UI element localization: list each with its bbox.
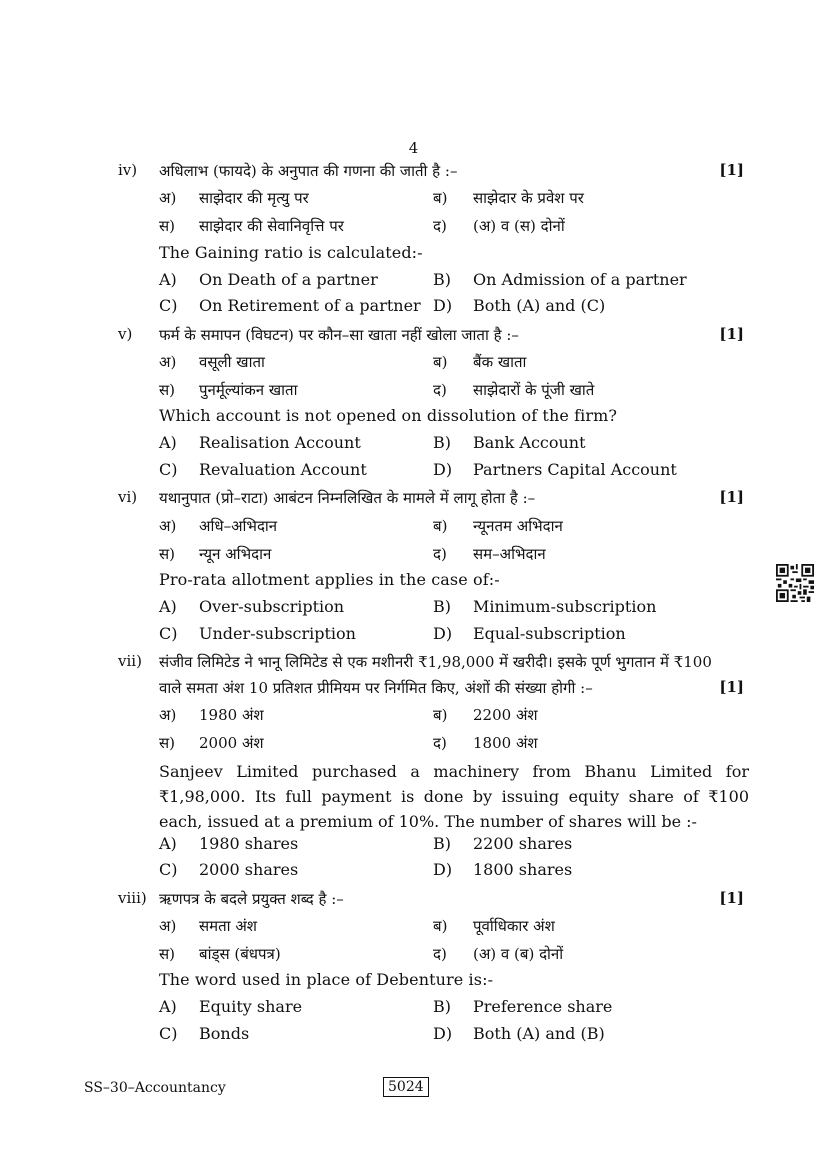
option-label: द) <box>433 734 447 752</box>
option-row <box>0 296 827 320</box>
option-label: A) <box>159 834 177 853</box>
option-text: 1800 अंश <box>473 734 538 752</box>
option-label: D) <box>433 624 453 643</box>
option-text: समता अंश <box>199 917 257 935</box>
option-text: बांड्स (बंधपत्र) <box>199 945 281 963</box>
option-label: D) <box>433 460 453 479</box>
option-text: 2000 अंश <box>199 734 264 752</box>
option-row <box>0 733 827 757</box>
option-text: Both (A) and (C) <box>473 296 606 315</box>
option-text: साझेदार की मृत्यु पर <box>199 189 309 207</box>
option-label: ब) <box>433 917 448 935</box>
option-label: A) <box>159 597 177 616</box>
option-row <box>0 705 827 729</box>
option-text: Over-subscription <box>199 597 345 616</box>
option-text: 1980 shares <box>199 834 299 853</box>
option-text: On Retirement of a partner <box>199 296 421 315</box>
option-row <box>0 1024 827 1048</box>
option-text: साझेदारों के पूंजी खाते <box>473 381 595 399</box>
option-text: Both (A) and (B) <box>473 1024 605 1043</box>
option-row <box>0 270 827 294</box>
option-label: A) <box>159 997 177 1016</box>
option-label: B) <box>433 433 451 452</box>
option-label: D) <box>433 1024 453 1043</box>
option-label: द) <box>433 381 447 399</box>
option-label: A) <box>159 270 177 289</box>
option-row <box>0 188 827 212</box>
option-label: द) <box>433 545 447 563</box>
option-text: न्यून अभिदान <box>199 545 272 563</box>
option-text: Revaluation Account <box>199 460 367 479</box>
option-label: B) <box>433 597 451 616</box>
option-text: Bank Account <box>473 433 586 452</box>
option-text: Realisation Account <box>199 433 361 452</box>
page-number: 4 <box>408 139 419 157</box>
option-label: अ) <box>159 517 177 535</box>
question-text-hindi: फर्म के समापन (विघटन) पर कौन–सा खाता नहीं खोला जाता है :– <box>159 326 519 344</box>
option-label: द) <box>433 217 447 235</box>
option-label: स) <box>159 945 175 963</box>
option-row <box>0 860 827 884</box>
question-text-english: Which account is not opened on dissolution of the firm? <box>159 406 618 425</box>
option-label: ब) <box>433 706 448 724</box>
qr-code-icon <box>776 564 814 602</box>
option-row <box>0 516 827 540</box>
question-number: vii) <box>118 652 142 670</box>
question-number: viii) <box>118 889 147 907</box>
option-text: वसूली खाता <box>199 353 265 371</box>
question-text-hindi: ऋणपत्र के बदले प्रयुक्त शब्द है :– <box>159 890 344 908</box>
option-label: अ) <box>159 189 177 207</box>
option-label: B) <box>433 997 451 1016</box>
question-number: vi) <box>118 488 138 506</box>
option-row <box>0 597 827 621</box>
option-text: (अ) व (स) दोनों <box>473 217 565 235</box>
option-text: साझेदार की सेवानिवृत्ति पर <box>199 217 344 235</box>
option-row <box>0 624 827 648</box>
option-text: Bonds <box>199 1024 250 1043</box>
marks: [1] <box>719 161 744 179</box>
option-text: साझेदार के प्रवेश पर <box>473 189 584 207</box>
option-text: 2200 shares <box>473 834 573 853</box>
option-text: पुनर्मूल्यांकन खाता <box>199 381 298 399</box>
option-label: स) <box>159 381 175 399</box>
option-text: बैंक खाता <box>473 353 527 371</box>
marks: [1] <box>719 325 744 343</box>
subject-code: SS–30–Accountancy <box>84 1080 226 1096</box>
option-text: न्यूनतम अभिदान <box>473 517 563 535</box>
option-label: ब) <box>433 353 448 371</box>
question-text-hindi: अधिलाभ (फायदे) के अनुपात की गणना की जाती है :– <box>159 162 458 180</box>
question-number: v) <box>118 325 133 343</box>
question-text-hindi: यथानुपात (प्रो–राटा) आबंटन निम्नलिखित के मामले में लागू होता है :– <box>159 489 536 507</box>
marks: [1] <box>719 678 744 696</box>
option-label: B) <box>433 834 451 853</box>
option-text: Under-subscription <box>199 624 356 643</box>
option-text: पूर्वाधिकार अंश <box>473 917 555 935</box>
option-text: अधि–अभिदान <box>199 517 278 535</box>
option-row <box>0 460 827 484</box>
option-label: C) <box>159 460 178 479</box>
option-row <box>0 834 827 858</box>
option-row <box>0 944 827 968</box>
option-label: ब) <box>433 189 448 207</box>
option-text: Partners Capital Account <box>473 460 677 479</box>
option-row <box>0 380 827 404</box>
option-text: 1800 shares <box>473 860 573 879</box>
option-row <box>0 433 827 457</box>
option-text: 1980 अंश <box>199 706 264 724</box>
option-text: 2000 shares <box>199 860 299 879</box>
option-text: 2200 अंश <box>473 706 538 724</box>
option-label: C) <box>159 860 178 879</box>
option-label: स) <box>159 734 175 752</box>
question-text-hindi-line-2: वाले समता अंश 10 प्रतिशत प्रीमियम पर निर्गमित किए, अंशों की संख्या होगी :– <box>159 679 593 697</box>
option-text: Minimum-subscription <box>473 597 657 616</box>
option-label: C) <box>159 296 178 315</box>
option-text: On Admission of a partner <box>473 270 687 289</box>
marks: [1] <box>719 889 744 907</box>
option-text: Preference share <box>473 997 613 1016</box>
option-label: द) <box>433 945 447 963</box>
question-text-hindi-line-1: संजीव लिमिटेड ने भानू लिमिटेड से एक मशीनरी ₹1,98,000 में खरीदी। इसके पूर्ण भुगतान में ₹100 <box>159 653 712 671</box>
option-label: अ) <box>159 706 177 724</box>
option-label: अ) <box>159 353 177 371</box>
option-text: On Death of a partner <box>199 270 378 289</box>
option-label: C) <box>159 624 178 643</box>
option-label: C) <box>159 1024 178 1043</box>
option-label: ब) <box>433 517 448 535</box>
option-text: (अ) व (ब) दोनों <box>473 945 564 963</box>
question-number: iv) <box>118 161 138 179</box>
option-label: स) <box>159 217 175 235</box>
question-text-english: The Gaining ratio is calculated:- <box>159 243 423 262</box>
option-row <box>0 544 827 568</box>
question-text-english: The word used in place of Debenture is:- <box>159 970 494 989</box>
option-label: A) <box>159 433 177 452</box>
option-text: Equity share <box>199 997 303 1016</box>
option-label: D) <box>433 860 453 879</box>
option-text: Equal-subscription <box>473 624 626 643</box>
option-row <box>0 997 827 1021</box>
option-label: D) <box>433 296 453 315</box>
option-row <box>0 352 827 376</box>
marks: [1] <box>719 488 744 506</box>
option-label: स) <box>159 545 175 563</box>
option-label: B) <box>433 270 451 289</box>
option-row <box>0 916 827 940</box>
question-text-english: Sanjeev Limited purchased a machinery from Bhanu Limited for ₹1,98,000. Its full payment is done by issuing equity share of ₹100 each, issued at a premium of 10%. The number of shares will be :- <box>159 762 749 831</box>
option-text: सम–अभिदान <box>473 545 546 563</box>
question-text-english: Pro-rata allotment applies in the case of:- <box>159 570 500 589</box>
paper-code-box: 5024 <box>383 1077 429 1097</box>
option-row <box>0 216 827 240</box>
option-label: अ) <box>159 917 177 935</box>
